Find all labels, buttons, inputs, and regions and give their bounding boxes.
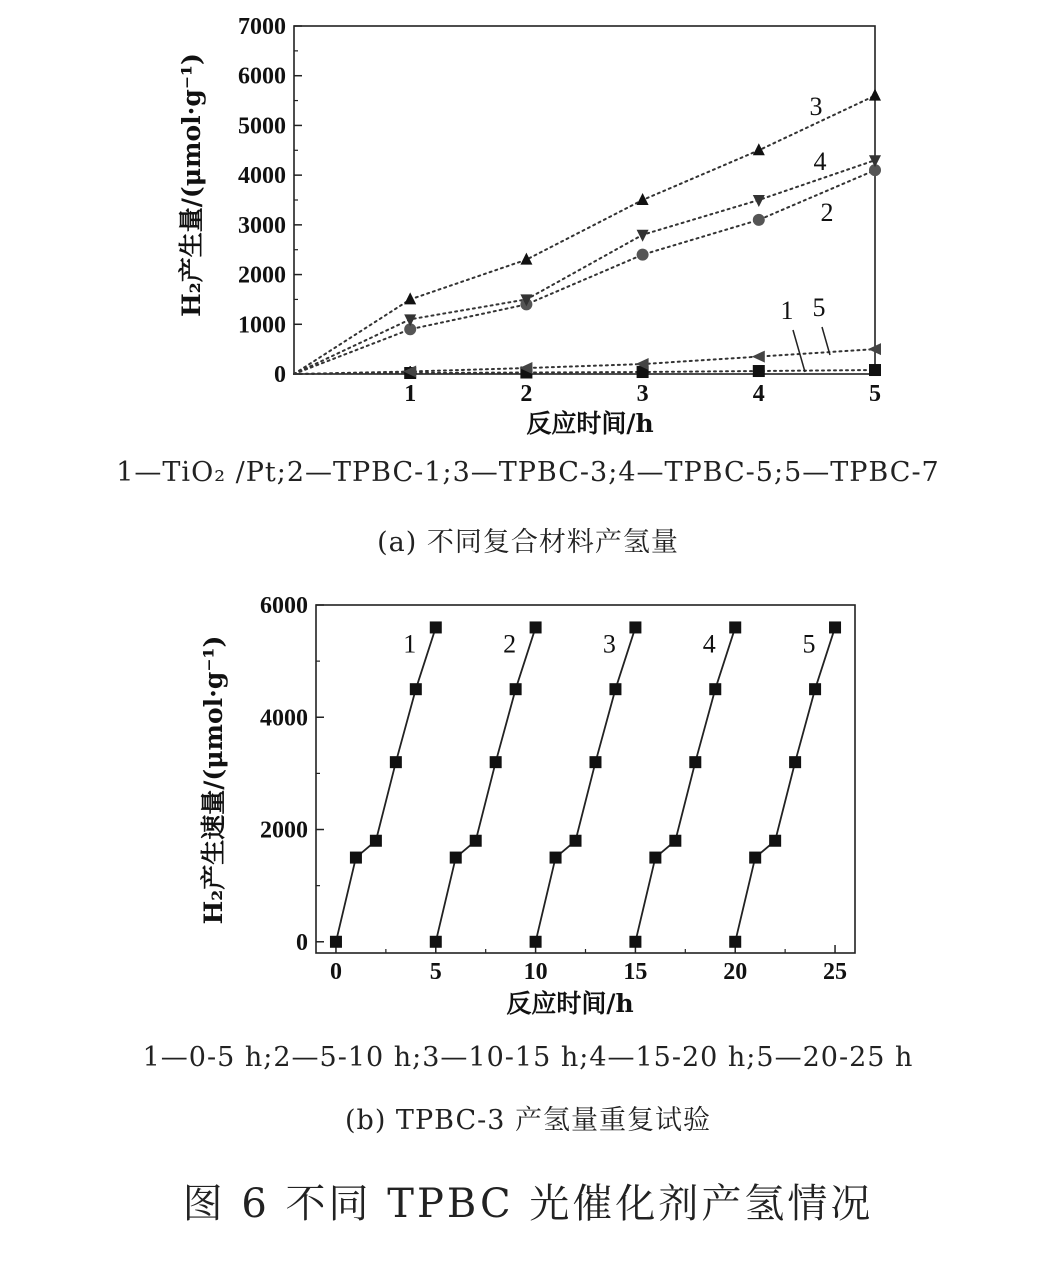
- chart-a-data-point: [753, 365, 765, 377]
- chart-a-data-point: [752, 351, 765, 363]
- chart-b-y-tick-label: 2000: [260, 817, 308, 844]
- chart-b-y-tick-label: 6000: [260, 593, 308, 619]
- chart-b-data-point: [330, 936, 342, 948]
- chart-a-data-point: [753, 195, 765, 207]
- chart-b-data-point: [609, 683, 621, 695]
- chart-a-x-tick-label: 5: [869, 381, 881, 407]
- chart-b-data-point: [769, 835, 781, 847]
- chart-b-series-line: [436, 627, 536, 941]
- chart-b-data-point: [450, 852, 462, 864]
- chart-a-y-tick-label: 7000: [238, 14, 286, 40]
- chart-b-data-point: [789, 756, 801, 768]
- chart-b-series-label: 2: [503, 629, 517, 659]
- chart-a-y-axis-label: H₂产生量/(μmol·g⁻¹): [177, 53, 206, 317]
- chart-a-series-labels: [781, 92, 834, 372]
- chart-a-y-tick-label: 4000: [238, 163, 286, 190]
- chart-a-x-axis-label: 反应时间/h: [526, 409, 654, 438]
- chart-a-y-tick-label: 3000: [238, 212, 286, 239]
- chart-b-axes: [260, 593, 847, 985]
- chart-b-x-tick-label: 15: [623, 959, 648, 985]
- chart-b-x-axis-label: 反应时间/h: [506, 989, 634, 1018]
- chart-a-y-tick-label: 0: [274, 362, 286, 388]
- chart-a-x-tick-label: 1: [404, 381, 417, 407]
- chart-b-series-label: 3: [602, 629, 616, 659]
- chart-a-legend: 1—TiO₂ /Pt;2—TPBC-1;3—TPBC-3;4—TPBC-5;5—TPBC-7: [116, 457, 940, 488]
- chart-b-data-point: [530, 621, 542, 633]
- chart-a: [177, 14, 881, 438]
- chart-b-data-point: [350, 852, 362, 864]
- chart-a-data-point: [753, 214, 765, 226]
- chart-b-y-axis-label: H₂产生速量/(μmol·g⁻¹): [199, 635, 228, 925]
- chart-a-series-line: [294, 160, 875, 374]
- chart-b-data-point: [749, 852, 761, 864]
- chart-b-x-tick-label: 20: [723, 959, 748, 985]
- chart-b-x-tick-label: 25: [823, 959, 848, 985]
- chart-b-series-line: [635, 627, 735, 941]
- chart-b-data-point: [689, 756, 701, 768]
- chart-b-y-tick-label: 0: [296, 929, 308, 956]
- chart-b-data-point: [629, 621, 641, 633]
- chart-a-series-lines: [294, 96, 875, 374]
- chart-b-data-point: [390, 756, 402, 768]
- chart-b-data-point: [809, 683, 821, 695]
- chart-b-data-point: [370, 835, 382, 847]
- chart-b-subcaption: (b) TPBC-3 产氢量重复试验: [345, 1105, 711, 1136]
- chart-a-data-point: [637, 230, 649, 242]
- chart-b-x-tick-label: 0: [329, 959, 342, 985]
- chart-a-series-line: [294, 170, 875, 374]
- chart-a-data-point: [869, 364, 881, 376]
- chart-a-data-point: [404, 292, 416, 304]
- chart-b-series-line: [536, 627, 636, 941]
- chart-b-data-point: [530, 936, 542, 948]
- chart-a-data-point: [869, 89, 881, 101]
- chart-b-data-point: [709, 683, 721, 695]
- chart-b-data-point: [629, 936, 641, 948]
- chart-a-y-tick-label: 2000: [238, 262, 286, 289]
- chart-b-legend: 1—0-5 h;2—5-10 h;3—10-15 h;4—15-20 h;5—20-25 h: [142, 1042, 914, 1073]
- chart-a-x-tick-label: 4: [752, 381, 765, 407]
- chart-a-series-label: 2: [820, 198, 834, 227]
- chart-b-series-line: [735, 627, 835, 941]
- chart-b-x-tick-label: 5: [429, 959, 442, 985]
- chart-b-data-point: [649, 852, 661, 864]
- chart-b-data-point: [589, 756, 601, 768]
- chart-b-data-point: [410, 683, 422, 695]
- chart-b-data-point: [510, 683, 522, 695]
- chart-b-data-point: [470, 835, 482, 847]
- chart-b-data-point: [550, 852, 562, 864]
- chart-b-series-label: 4: [702, 629, 716, 659]
- chart-b-markers: [330, 621, 841, 947]
- chart-a-series-label: 3: [809, 92, 823, 121]
- chart-b-data-point: [430, 621, 442, 633]
- chart-b-series-label: 5: [802, 629, 816, 659]
- chart-b-series-labels: [403, 629, 815, 658]
- chart-a-y-tick-label: 5000: [238, 113, 286, 140]
- chart-b-series-lines: [336, 627, 835, 941]
- chart-b-series-label: 1: [403, 629, 417, 659]
- chart-a-data-point: [520, 253, 532, 265]
- chart-a-subcaption: (a) 不同复合材料产氢量: [377, 527, 679, 558]
- chart-a-y-tick-label: 1000: [238, 312, 286, 339]
- chart-b-plot-frame: [316, 605, 855, 953]
- chart-a-label-leader: [793, 330, 805, 372]
- chart-a-series-label: 4: [813, 147, 827, 176]
- chart-a-data-point: [404, 314, 416, 326]
- chart-b-series-line: [336, 627, 436, 941]
- figure-title: 图 6 不同 TPBC 光催化剂产氢情况: [182, 1181, 874, 1227]
- chart-b-data-point: [490, 756, 502, 768]
- chart-b-y-tick-label: 4000: [260, 705, 308, 732]
- chart-b-data-point: [829, 621, 841, 633]
- chart-a-x-tick-label: 3: [636, 381, 649, 407]
- chart-b-data-point: [669, 835, 681, 847]
- chart-b-data-point: [729, 936, 741, 948]
- chart-a-series-label: 1: [780, 296, 794, 325]
- chart-a-series-label: 5: [812, 293, 826, 322]
- chart-a-data-point: [637, 249, 649, 261]
- chart-a-x-tick-label: 2: [520, 381, 533, 407]
- chart-b-data-point: [729, 621, 741, 633]
- chart-b-data-point: [430, 936, 442, 948]
- chart-a-label-leader: [822, 327, 830, 355]
- chart-b-x-tick-label: 10: [523, 959, 548, 985]
- chart-a-y-tick-label: 6000: [238, 63, 286, 90]
- chart-b-data-point: [570, 835, 582, 847]
- chart-a-markers: [403, 89, 881, 379]
- chart-b: [199, 593, 855, 1018]
